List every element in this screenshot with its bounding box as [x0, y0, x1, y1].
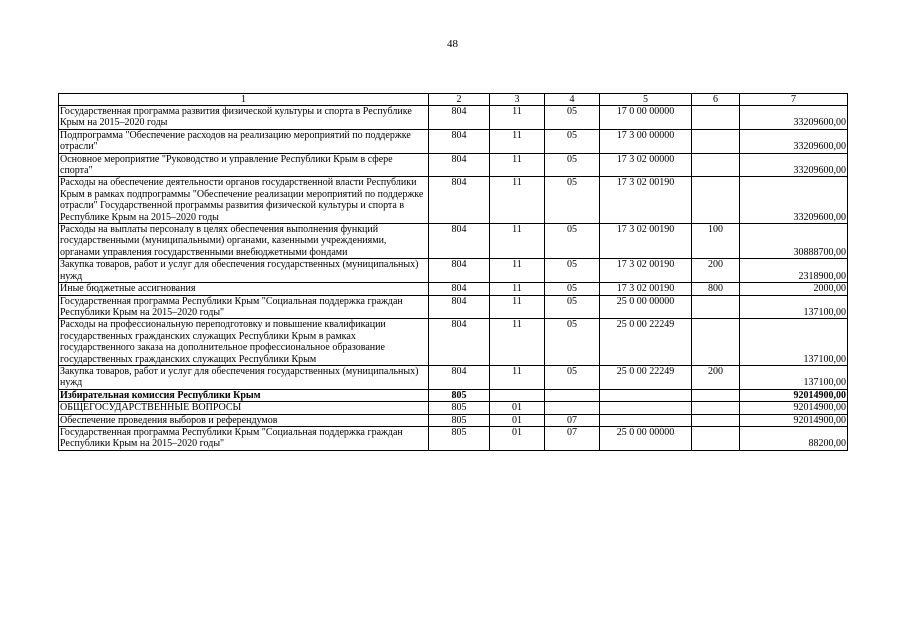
row-target-item-cell: 17 3 02 00190 — [600, 259, 692, 283]
row-name-cell: Закупка товаров, работ и услуг для обеспечения государственных (муниципальных) нужд — [59, 365, 429, 389]
row-target-item-cell: 17 0 00 00000 — [600, 106, 692, 130]
row-expense-type-cell — [692, 153, 740, 177]
row-code-cell: 805 — [429, 402, 490, 414]
page-number: 48 — [447, 38, 458, 50]
row-target-item-cell: 25 0 00 22249 — [600, 319, 692, 366]
row-target-item-cell: 25 0 00 22249 — [600, 365, 692, 389]
row-name-cell: Расходы на профессиональную переподготовку и повышение квалификации государственных гражданских служащих Республики Крым в рамках государственного заказа на дополнительное профессиональное образование государственных гражданских служащих Республики Крым — [59, 319, 429, 366]
row-name-cell: Избирательная комиссия Республики Крым — [59, 389, 429, 401]
row-section-cell: 11 — [490, 153, 545, 177]
row-section-cell: 11 — [490, 106, 545, 130]
row-section-cell: 11 — [490, 129, 545, 153]
row-amount-cell: 33209600,00 — [740, 177, 848, 224]
table-row — [59, 129, 848, 153]
row-name-cell: Закупка товаров, работ и услуг для обеспечения государственных (муниципальных) нужд — [59, 259, 429, 283]
row-section-cell: 01 — [490, 414, 545, 426]
row-code-cell: 804 — [429, 319, 490, 366]
row-subsection-cell: 05 — [545, 319, 600, 366]
row-expense-type-cell — [692, 389, 740, 401]
row-code-cell: 804 — [429, 224, 490, 259]
budget-table — [58, 93, 848, 451]
column-header: 2 — [429, 94, 490, 106]
table-header-row — [59, 94, 848, 106]
row-amount-cell: 2000,00 — [740, 283, 848, 295]
row-target-item-cell: 17 3 02 00000 — [600, 153, 692, 177]
column-header: 1 — [59, 94, 429, 106]
row-section-cell — [490, 389, 545, 401]
table-body — [59, 94, 848, 451]
table-row — [59, 319, 848, 366]
row-target-item-cell — [600, 389, 692, 401]
row-amount-cell: 92014900,00 — [740, 414, 848, 426]
row-code-cell: 804 — [429, 106, 490, 130]
table-row — [59, 177, 848, 224]
row-subsection-cell: 05 — [545, 129, 600, 153]
column-header: 7 — [740, 94, 848, 106]
row-code-cell: 804 — [429, 259, 490, 283]
row-subsection-cell: 07 — [545, 426, 600, 450]
row-section-cell: 01 — [490, 402, 545, 414]
row-code-cell: 804 — [429, 129, 490, 153]
row-expense-type-cell — [692, 129, 740, 153]
row-code-cell: 804 — [429, 365, 490, 389]
row-amount-cell: 137100,00 — [740, 365, 848, 389]
row-code-cell: 805 — [429, 426, 490, 450]
row-code-cell: 804 — [429, 283, 490, 295]
row-expense-type-cell: 200 — [692, 365, 740, 389]
row-amount-cell: 137100,00 — [740, 295, 848, 319]
row-name-cell: Иные бюджетные ассигнования — [59, 283, 429, 295]
row-target-item-cell: 17 3 02 00190 — [600, 224, 692, 259]
row-section-cell: 11 — [490, 319, 545, 366]
row-amount-cell: 33209600,00 — [740, 106, 848, 130]
row-section-cell: 11 — [490, 283, 545, 295]
row-section-cell: 11 — [490, 365, 545, 389]
row-name-cell: Обеспечение проведения выборов и референдумов — [59, 414, 429, 426]
row-code-cell: 804 — [429, 177, 490, 224]
table-row — [59, 224, 848, 259]
row-name-cell: Расходы на обеспечение деятельности органов государственной власти Республики Крым в рамках подпрограммы "Обеспечение реализации мероприятий по поддержке отрасли" Государственной программы развития физической культуры и спорта в Республике Крым на 2015–2020 годы — [59, 177, 429, 224]
row-target-item-cell: 17 3 02 00190 — [600, 283, 692, 295]
row-expense-type-cell: 200 — [692, 259, 740, 283]
row-amount-cell: 92014900,00 — [740, 402, 848, 414]
row-amount-cell: 137100,00 — [740, 319, 848, 366]
row-expense-type-cell — [692, 106, 740, 130]
row-expense-type-cell — [692, 414, 740, 426]
row-subsection-cell: 05 — [545, 283, 600, 295]
row-expense-type-cell — [692, 319, 740, 366]
row-name-cell: Расходы на выплаты персоналу в целях обеспечения выполнения функций государственными (муниципальными) органами, казенными учреждениями, органами управления государственными внебюджетными фондами — [59, 224, 429, 259]
row-name-cell: Государственная программа Республики Крым "Социальная поддержка граждан Республики Крым на 2015–2020 годы" — [59, 295, 429, 319]
row-section-cell: 01 — [490, 426, 545, 450]
table-row — [59, 389, 848, 401]
row-name-cell: Подпрограмма "Обеспечение расходов на реализацию мероприятий по поддержке отрасли" — [59, 129, 429, 153]
row-subsection-cell: 05 — [545, 224, 600, 259]
row-expense-type-cell — [692, 177, 740, 224]
row-expense-type-cell — [692, 426, 740, 450]
row-section-cell: 11 — [490, 259, 545, 283]
row-expense-type-cell — [692, 402, 740, 414]
table-row — [59, 283, 848, 295]
table-row — [59, 153, 848, 177]
table-row — [59, 106, 848, 130]
table-row — [59, 259, 848, 283]
row-name-cell: Основное мероприятие "Руководство и управление Республики Крым в сфере спорта" — [59, 153, 429, 177]
row-target-item-cell — [600, 402, 692, 414]
row-amount-cell: 30888700,00 — [740, 224, 848, 259]
row-subsection-cell: 05 — [545, 259, 600, 283]
row-name-cell: ОБЩЕГОСУДАРСТВЕННЫЕ ВОПРОСЫ — [59, 402, 429, 414]
row-target-item-cell: 25 0 00 00000 — [600, 426, 692, 450]
table-row — [59, 295, 848, 319]
row-expense-type-cell: 100 — [692, 224, 740, 259]
row-target-item-cell: 17 3 00 00000 — [600, 129, 692, 153]
row-amount-cell: 92014900,00 — [740, 389, 848, 401]
row-expense-type-cell — [692, 295, 740, 319]
row-subsection-cell: 07 — [545, 414, 600, 426]
row-subsection-cell — [545, 389, 600, 401]
table-row — [59, 365, 848, 389]
row-subsection-cell: 05 — [545, 295, 600, 319]
row-target-item-cell: 25 0 00 00000 — [600, 295, 692, 319]
table-row — [59, 402, 848, 414]
column-header: 6 — [692, 94, 740, 106]
row-subsection-cell: 05 — [545, 365, 600, 389]
row-name-cell: Государственная программа Республики Крым "Социальная поддержка граждан Республики Крым на 2015–2020 годы" — [59, 426, 429, 450]
row-target-item-cell — [600, 414, 692, 426]
row-amount-cell: 2318900,00 — [740, 259, 848, 283]
row-subsection-cell: 05 — [545, 177, 600, 224]
row-section-cell: 11 — [490, 224, 545, 259]
row-subsection-cell: 05 — [545, 106, 600, 130]
row-code-cell: 805 — [429, 389, 490, 401]
row-expense-type-cell: 800 — [692, 283, 740, 295]
table-row — [59, 426, 848, 450]
row-amount-cell: 88200,00 — [740, 426, 848, 450]
row-code-cell: 804 — [429, 295, 490, 319]
column-header: 5 — [600, 94, 692, 106]
row-amount-cell: 33209600,00 — [740, 129, 848, 153]
row-amount-cell: 33209600,00 — [740, 153, 848, 177]
column-header: 3 — [490, 94, 545, 106]
row-name-cell: Государственная программа развития физической культуры и спорта в Республике Крым на 2015–2020 годы — [59, 106, 429, 130]
row-code-cell: 805 — [429, 414, 490, 426]
row-section-cell: 11 — [490, 295, 545, 319]
row-code-cell: 804 — [429, 153, 490, 177]
row-target-item-cell: 17 3 02 00190 — [600, 177, 692, 224]
row-section-cell: 11 — [490, 177, 545, 224]
column-header: 4 — [545, 94, 600, 106]
row-subsection-cell: 05 — [545, 153, 600, 177]
table-row — [59, 414, 848, 426]
row-subsection-cell — [545, 402, 600, 414]
